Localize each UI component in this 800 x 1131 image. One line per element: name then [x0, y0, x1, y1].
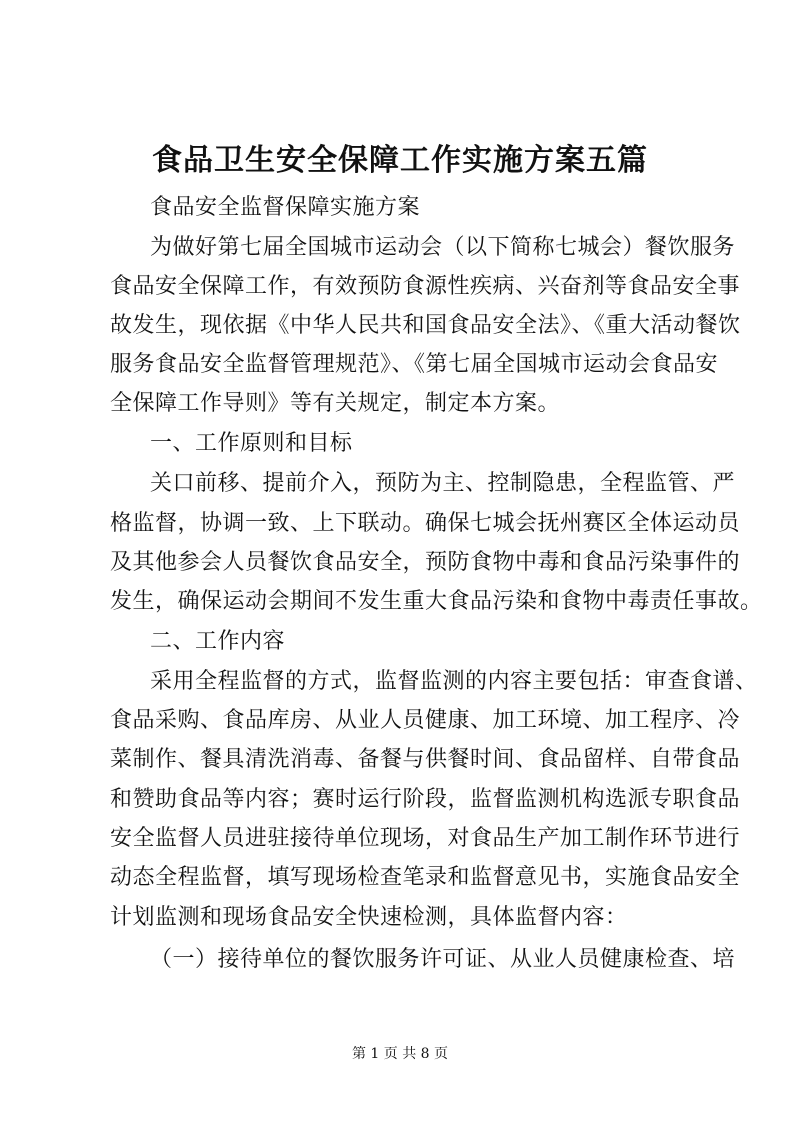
section-heading: 一、工作原则和目标 — [150, 431, 353, 456]
paragraph-line: 故发生，现依据《中华人民共和国食品安全法》、《重大活动餐饮 — [110, 313, 741, 338]
paragraph-line: 动态全程监督，填写现场检查笔录和监督意见书，实施食品安全 — [110, 865, 741, 890]
paragraph-line: 食品安全保障工作，有效预防食源性疾病、兴奋剂等食品安全事 — [110, 274, 741, 299]
paragraph-line: 格监督，协调一致、上下联动。确保七城会抚州赛区全体运动员 — [110, 511, 741, 536]
paragraph-line: 及其他参会人员餐饮食品安全，预防食物中毒和食品污染事件的 — [110, 550, 741, 575]
paragraph-line: 关口前移、提前介入，预防为主、控制隐患，全程监管、严 — [150, 471, 736, 496]
section-heading: 二、工作内容 — [150, 629, 286, 654]
subtitle-line: 食品安全监督保障实施方案 — [150, 195, 421, 220]
paragraph-line: 安全监督人员进驻接待单位现场，对食品生产加工制作环节进行 — [110, 826, 741, 851]
paragraph-line: 全保障工作导则》等有关规定，制定本方案。 — [110, 391, 561, 416]
paragraph-line: 食品采购、食品库房、从业人员健康、加工环境、加工程序、冷 — [110, 708, 741, 733]
paragraph-line: 服务食品安全监督管理规范》、《第七届全国城市运动会食品安 — [110, 352, 719, 377]
paragraph-line: 为做好第七届全国城市运动会（以下简称七城会）餐饮服务 — [150, 235, 736, 260]
paragraph-line: 计划监测和现场食品安全快速检测，具体监督内容： — [110, 905, 628, 930]
paragraph-line: 菜制作、餐具清洗消毒、备餐与供餐时间、食品留样、自带食品 — [110, 747, 741, 772]
paragraph-line: 和赞助食品等内容；赛时运行阶段，监督监测机构选派专职食品 — [110, 787, 741, 812]
page-number-footer: 第 1 页 共 8 页 — [351, 1046, 449, 1062]
document-title: 食品卫生安全保障工作实施方案五篇 — [152, 143, 648, 178]
paragraph-line: 发生，确保运动会期间不发生重大食品污染和食物中毒责任事故。 — [110, 589, 763, 614]
paragraph-line: 采用全程监督的方式，监督监测的内容主要包括：审查食谱、 — [150, 669, 758, 694]
paragraph-line: （一）接待单位的餐饮服务许可证、从业人员健康检查、培 — [150, 947, 736, 972]
